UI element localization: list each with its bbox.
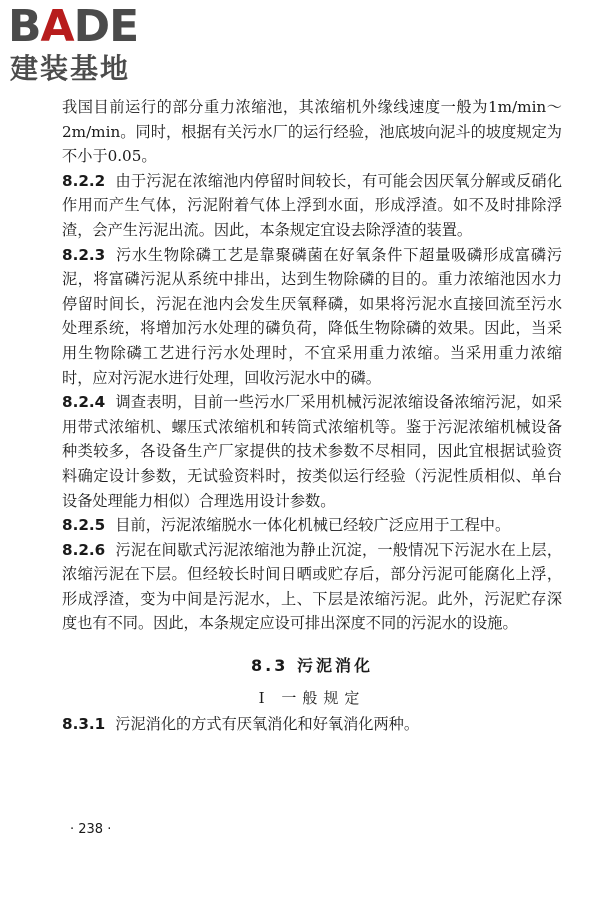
paragraph: 8.2.3 污水生物除磷工艺是靠聚磷菌在好氧条件下超量吸磷形成富磷污泥，将富磷污泥从系统中排出，达到生物除磷的目的。重力浓缩池因水力停留时间长，污泥在池内会发生厌氧释磷，如果将污泥水直接回流至污水处理系统，将增加污水处理的磷负荷，降低生物除磷的效果。因此，当采用生物除磷工艺进行污水处理时，不宜采用重力浓缩。当采用重力浓缩时，应对污泥水进行处理，回收污泥水中的磷。: [62, 245, 562, 387]
clause-number: 8.2.3: [62, 245, 106, 264]
paragraph: 8.3.1 污泥消化的方式有厌氧消化和好氧消化两种。: [62, 715, 419, 734]
clause-number: 8.2.4: [62, 393, 106, 412]
section-heading: 8.3 污泥消化: [251, 656, 373, 676]
clause-number: 8.2.5: [62, 516, 106, 535]
clause-number: 8.2.2: [62, 171, 106, 190]
clause-number: 8.2.6: [62, 540, 106, 559]
logo-accent-letter: A: [40, 1, 74, 52]
clause-number: 8.3.1: [62, 715, 106, 734]
logo-subtitle: 建装基地: [10, 52, 131, 85]
paragraph: 8.2.6 污泥在间歇式污泥浓缩池为静止沉淀，一般情况下污泥水在上层，浓缩污泥在下层。但经较长时间日晒或贮存后，部分污泥可能腐化上浮，形成浮渣，变为中间是污泥水，上、下层是浓缩污泥。此外，污泥贮存深度也有不同。因此，本条规定应设可排出深度不同的污泥水的设施。: [62, 540, 562, 633]
page-number: · 238 ·: [70, 822, 112, 837]
paragraph: 我国目前运行的部分重力浓缩池，其浓缩机外缘线速度一般为1m/min～2m/min。同时，根据有关污水厂的运行经验，池底坡向泥斗的坡度规定为不小于0.05。: [62, 98, 562, 166]
logo: [8, 2, 183, 92]
document-body: [62, 95, 562, 737]
paragraph: 8.2.5 目前，污泥浓缩脱水一体化机械已经较广泛应用于工程中。: [62, 516, 511, 535]
paragraph: 8.2.4 调查表明，目前一些污水厂采用机械污泥浓缩设备浓缩污泥，如采用带式浓缩机、螺压式浓缩机和转筒式浓缩机等。鉴于污泥浓缩机械设备种类较多，各设备生产厂家提供的技术参数不尽相同，因此宜根据试验资料确定设计参数，无试验资料时，按类似运行经验（污泥性质相似、单台设备处理能力相似）合理选用设计参数。: [62, 393, 562, 510]
paragraph: 8.2.2 由于污泥在浓缩池内停留时间较长，有可能会因厌氧分解或反硝化作用而产生气体，污泥附着气体上浮到水面，形成浮渣。如不及时排除浮渣，会产生污泥出流。因此，本条规定宜设去除浮渣的装置。: [62, 171, 562, 239]
logo-wordmark: BADE: [8, 1, 139, 52]
sub-heading: Ⅰ 一般规定: [258, 689, 366, 708]
